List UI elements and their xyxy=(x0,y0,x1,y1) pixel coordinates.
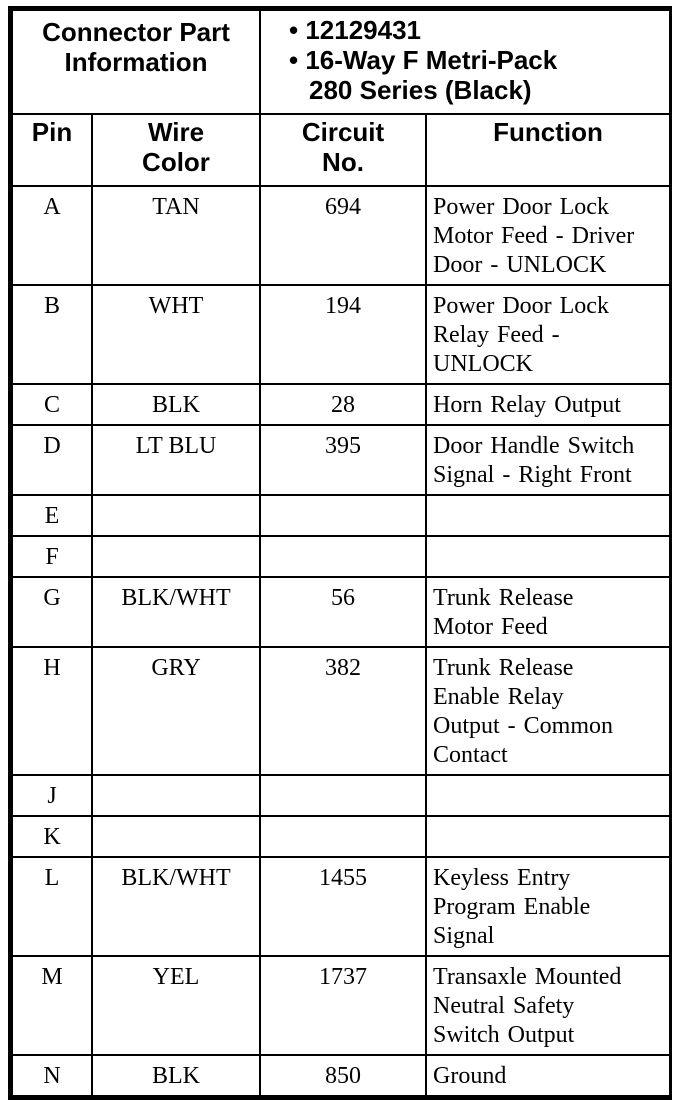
function-cell xyxy=(426,577,670,647)
pin-cell: G xyxy=(12,577,92,647)
function-line: Power Door Lock xyxy=(433,293,609,319)
circuit-number-cell xyxy=(260,536,426,577)
pin-cell: J xyxy=(12,775,92,816)
connector-table xyxy=(11,9,671,1097)
circuit-number-cell: 694 xyxy=(260,186,426,285)
function-line: Trunk Release xyxy=(433,655,574,681)
column-header-pin-text: Pin xyxy=(31,117,73,147)
function-line: Motor Feed xyxy=(433,614,548,640)
table-row xyxy=(12,816,670,857)
table-row xyxy=(12,577,670,647)
connector-table-frame xyxy=(8,6,672,1100)
table-row xyxy=(12,285,670,384)
connector-info-row xyxy=(12,10,670,114)
table-row xyxy=(12,384,670,425)
function-line: Power Door Lock xyxy=(433,194,609,220)
table-row xyxy=(12,536,670,577)
table-row xyxy=(12,186,670,285)
function-line: Signal - Right Front xyxy=(433,462,632,488)
function-cell xyxy=(426,857,670,956)
wire-color-cell: BLK/WHT xyxy=(92,577,260,647)
wire-color-cell xyxy=(92,495,260,536)
function-cell xyxy=(426,816,670,857)
function-line: Ground xyxy=(433,1063,507,1089)
column-header-wire-text-2: Color xyxy=(142,147,210,177)
wire-color-cell xyxy=(92,816,260,857)
function-line: Program Enable xyxy=(433,894,591,920)
circuit-number-cell xyxy=(260,495,426,536)
function-cell xyxy=(426,536,670,577)
function-line: Contact xyxy=(433,742,508,768)
function-line: UNLOCK xyxy=(433,351,533,377)
function-line: Relay Feed - xyxy=(433,322,560,348)
column-header-circuit-text-2: No. xyxy=(322,147,364,177)
circuit-number-cell: 194 xyxy=(260,285,426,384)
wire-color-cell: WHT xyxy=(92,285,260,384)
function-cell xyxy=(426,495,670,536)
pin-cell: C xyxy=(12,384,92,425)
pin-cell: F xyxy=(12,536,92,577)
circuit-number-cell: 395 xyxy=(260,425,426,495)
function-cell xyxy=(426,647,670,775)
connector-info-label xyxy=(12,10,260,114)
table-row xyxy=(12,425,670,495)
column-header-wire-color xyxy=(92,114,260,186)
column-header-pin xyxy=(12,114,92,186)
column-header-circuit-no xyxy=(260,114,426,186)
table-row xyxy=(12,775,670,816)
table-row xyxy=(12,956,670,1055)
function-line: Neutral Safety xyxy=(433,993,575,1019)
wire-color-cell: GRY xyxy=(92,647,260,775)
circuit-number-cell: 1737 xyxy=(260,956,426,1055)
connector-series: 280 Series (Black) xyxy=(309,75,532,105)
wire-color-cell xyxy=(92,775,260,816)
wire-color-cell: BLK/WHT xyxy=(92,857,260,956)
pin-cell: B xyxy=(12,285,92,384)
pin-cell: K xyxy=(12,816,92,857)
function-line: Keyless Entry xyxy=(433,865,571,891)
wire-color-cell: LT BLU xyxy=(92,425,260,495)
function-line: Enable Relay xyxy=(433,684,564,710)
circuit-number-cell: 28 xyxy=(260,384,426,425)
function-line: Door Handle Switch xyxy=(433,433,635,459)
function-cell xyxy=(426,956,670,1055)
pin-cell: M xyxy=(12,956,92,1055)
wire-color-cell: BLK xyxy=(92,384,260,425)
function-line: Door - UNLOCK xyxy=(433,252,607,278)
function-line: Signal xyxy=(433,923,495,949)
pin-cell: D xyxy=(12,425,92,495)
connector-info-label-line1: Connector Part xyxy=(42,17,230,47)
wire-color-cell xyxy=(92,536,260,577)
pin-cell: E xyxy=(12,495,92,536)
function-cell xyxy=(426,285,670,384)
function-cell xyxy=(426,1055,670,1096)
circuit-number-cell: 56 xyxy=(260,577,426,647)
function-cell xyxy=(426,186,670,285)
table-row xyxy=(12,857,670,956)
column-header-wire-text-1: Wire xyxy=(147,117,205,147)
function-line: Trunk Release xyxy=(433,585,574,611)
function-cell xyxy=(426,425,670,495)
column-header-function-text: Function xyxy=(493,117,603,147)
column-header-row xyxy=(12,114,670,186)
connector-info-value xyxy=(260,10,670,114)
circuit-number-cell xyxy=(260,775,426,816)
circuit-number-cell: 1455 xyxy=(260,857,426,956)
table-row xyxy=(12,1055,670,1096)
wire-color-cell: TAN xyxy=(92,186,260,285)
function-cell xyxy=(426,384,670,425)
function-cell xyxy=(426,775,670,816)
connector-part-number: • 12129431 xyxy=(289,15,422,45)
wire-color-cell: YEL xyxy=(92,956,260,1055)
column-header-function xyxy=(426,114,670,186)
table-row xyxy=(12,495,670,536)
circuit-number-cell: 850 xyxy=(260,1055,426,1096)
wire-color-cell: BLK xyxy=(92,1055,260,1096)
table-row xyxy=(12,647,670,775)
circuit-number-cell xyxy=(260,816,426,857)
column-header-circuit-text-1: Circuit xyxy=(301,117,385,147)
function-line: Output - Common xyxy=(433,713,614,739)
connector-info-label-line2: Information xyxy=(64,47,208,77)
circuit-number-cell: 382 xyxy=(260,647,426,775)
function-line: Motor Feed - Driver xyxy=(433,223,635,249)
function-line: Transaxle Mounted xyxy=(433,964,622,990)
pin-cell: H xyxy=(12,647,92,775)
pin-cell: N xyxy=(12,1055,92,1096)
connector-type: • 16-Way F Metri-Pack xyxy=(289,45,558,75)
function-line: Switch Output xyxy=(433,1022,575,1048)
pin-cell: L xyxy=(12,857,92,956)
function-line: Horn Relay Output xyxy=(433,392,621,418)
pin-cell: A xyxy=(12,186,92,285)
